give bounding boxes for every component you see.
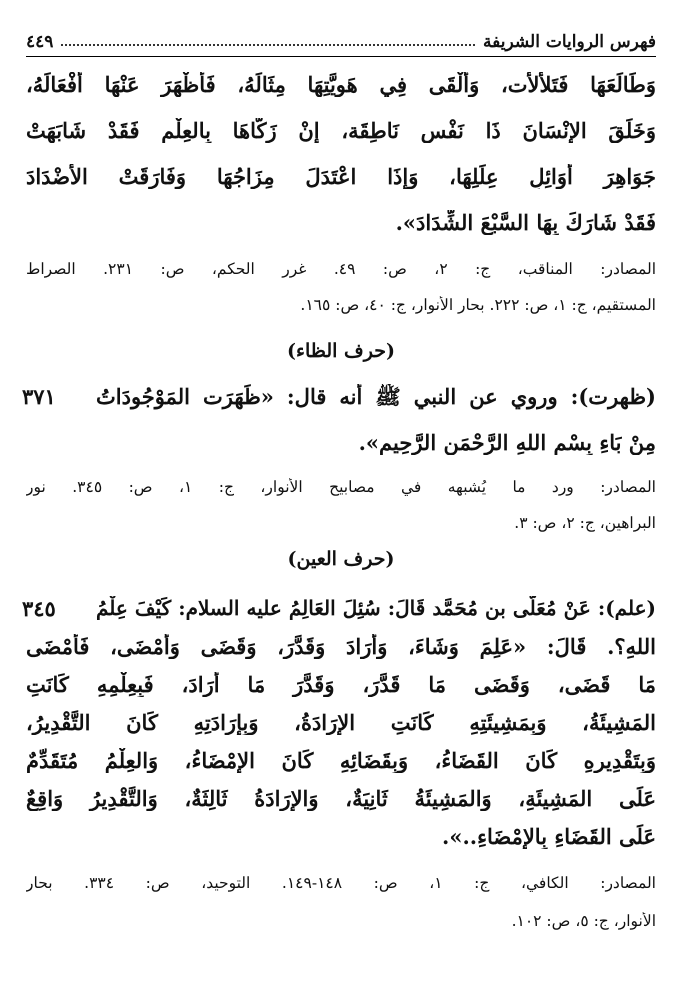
running-title: فهرس الروايات الشريفة (483, 32, 656, 52)
entry-number: ٣٧١ (22, 384, 56, 409)
entry-line: المَشِيئَةُ، وَبِمَشِيئَتِهِ كَانَتِ الإِرَادَةُ، وَبِإِرَادَتِهِ كَانَ التَّقْدِيرُ، (26, 710, 656, 735)
passage-line: جَوَاهِرَ أَوَائِلِ عِلَلِهَا، وَإِذَا اعْتَدَلَ مِزَاجُهَا وَفَارَقَتْ الأَضْدَادَ (26, 164, 656, 189)
entry-line: وَبِتَقْدِيرِهِ كَانَ القَضَاءُ، وَبِقَضَائِهِ كَانَ الإِمْضَاءُ، وَالعِلْمُ مُتَقَدِّمٌ (26, 748, 656, 773)
section-zaa (22, 340, 656, 540)
page-number: ٤٤٩ (26, 32, 54, 52)
entry-number: ٣٤٥ (22, 596, 56, 621)
header-rule (26, 56, 656, 57)
sources-line: البراهين، ج: ٢، ص: ٣. (514, 514, 656, 532)
entry-line: (ظهرت): وروي عن النبي ﷺ أنه قال: «ظَهَرَت المَوْجُودَاتُ (96, 384, 656, 409)
sources-line: المستقيم، ج: ١، ص: ٢٢٢. بحار الأنوار، ج: ٤٠، ص: ١٦٥. (300, 296, 656, 314)
section-ayn (22, 548, 656, 978)
sources-line: الأنوار، ج: ٥، ص: ١٠٢. (511, 912, 656, 930)
entry-line: اللهِ؟. قَالَ: «عَلِمَ وَشَاءَ، وَأَرَادَ وَقَدَّرَ، وَقَضَى وَأَمْضَى، فَأَمْضَى (26, 634, 656, 659)
entry-line: مِنْ بَاءِ بِسْمِ اللهِ الرَّحْمَنِ الرَّحِيمِ». (358, 430, 656, 455)
passage-line: وَخَلَقَ الإِنْسَانَ ذَا نَفْسٍ نَاطِقَة، إِنْ زَكَّاهَا بِالعِلْمِ فَقَدْ شَابَهَتْ (26, 118, 656, 143)
sources-line: المصادر: ورد ما يُشبهه في مصابيح الأنوار، ج: ١، ص: ٣٤٥. نور (26, 478, 656, 496)
entry-line: (علم): عَنْ مُعَلَّى بن مُحَمَّد قَالَ: سُئِلَ العَالِمُ عليه السلام: كَيْفَ عِلْمُ (96, 596, 656, 620)
passage-line: وَطَالَعَهَا فَتَلأْلأَت، وَأَلْقَى فِي هَوِيَّتِهَا مِثَالَهُ، فَأَظْهَرَ عَنْهَا أَفْعَالَهُ، (26, 72, 656, 97)
entry-line: مَا قَضَى، وَقَضَى مَا قَدَّرَ، وَقَدَّرَ مَا أَرَادَ، فَبِعِلْمِهِ كَانَتِ (26, 672, 656, 697)
section-heading: (حرف الظاء) (287, 340, 395, 362)
sources-line: المصادر: الكافي، ج: ١، ص: ١٤٨-١٤٩. التوحيد، ص: ٣٣٤. بحار (26, 874, 656, 892)
entry-line: عَلَى المَشِيئَةِ، وَالمَشِيئَةُ ثَانِيَةٌ، وَالإِرَادَةُ ثَالِثَةٌ، وَالتَّقْدِيرُ وَاقِعٌ (26, 786, 656, 811)
section-heading: (حرف العين) (287, 548, 395, 570)
header-dot-leader (61, 44, 475, 46)
sources-line: المصادر: المناقب، ج: ٢، ص: ٤٩. غرر الحكم، ص: ٢٣١. الصراط (26, 260, 656, 278)
page-header (26, 22, 656, 52)
entry-line: عَلَى القَضَاءِ بِالإِمْضَاءِ..». (442, 824, 656, 849)
passage-line: فَقَدْ شَارَكَ بِهَا السَّبْعَ الشِّدَادَ». (395, 210, 656, 235)
